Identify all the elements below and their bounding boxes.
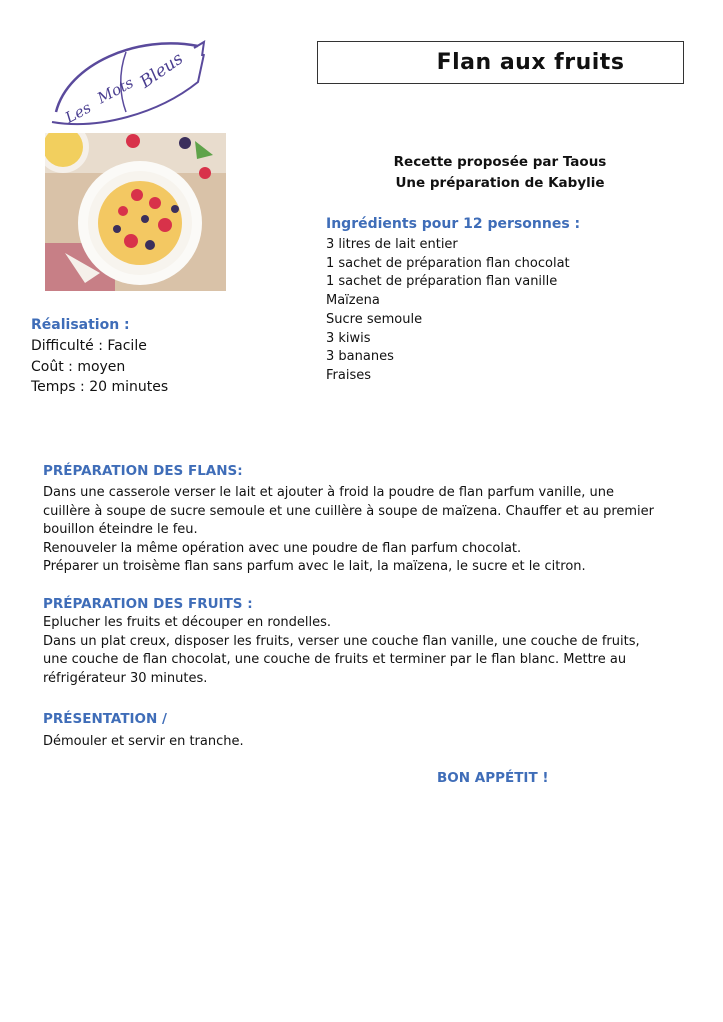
les-mots-bleus-logo xyxy=(48,34,208,132)
proposed-by: Recette proposée par Taous xyxy=(393,154,607,170)
realisation-list xyxy=(31,336,168,398)
paragraph: Préparer un troisème flan sans parfum avec le lait, la maïzena, le sucre et le citron. xyxy=(43,559,586,575)
presentation-text xyxy=(43,733,663,752)
prep-fruits-heading: PRÉPARATION DES FRUITS : xyxy=(43,596,253,612)
prep-fruits-text xyxy=(43,614,663,688)
prep-flans-text xyxy=(43,484,663,577)
ingredient-item: 3 bananes xyxy=(326,349,394,365)
time: Temps : 20 minutes xyxy=(31,379,169,395)
cost: Coût : moyen xyxy=(31,358,126,375)
realisation-heading: Réalisation : xyxy=(31,317,130,333)
svg-text:Mots: Mots xyxy=(94,73,137,108)
recipe-origin: Une préparation de Kabylie xyxy=(395,175,605,191)
ingredients-list xyxy=(326,236,570,386)
difficulty: Difficulté : Facile xyxy=(31,338,147,354)
paragraph: Renouveler la même opération avec une poudre de flan parfum chocolat. xyxy=(43,540,522,556)
svg-text:Bleus: Bleus xyxy=(136,48,187,93)
paragraph: Dans une casserole verser le lait et ajouter à froid la poudre de flan parfum vanille, une cuillère à soupe de sucre semoule et une cuillère à soupe de maïzena. Chauffer et au premier bouillon éteindre le feu. xyxy=(43,485,655,538)
bon-appetit: BON APPÉTIT ! xyxy=(437,770,549,786)
ingredient-item: Fraises xyxy=(326,367,371,383)
recipe-title: Flan aux fruits xyxy=(436,50,625,75)
ingredients-heading: Ingrédients pour 12 personnes : xyxy=(326,216,581,232)
ingredient-item: 1 sachet de préparation flan vanille xyxy=(326,274,558,290)
recipe-title-box xyxy=(317,41,684,84)
svg-text:Les: Les xyxy=(62,98,95,127)
ingredient-item: 1 sachet de préparation flan chocolat xyxy=(326,255,570,271)
paragraph: Démouler et servir en tranche. xyxy=(43,734,244,749)
prep-flans-heading: PRÉPARATION DES FLANS: xyxy=(43,463,243,479)
ingredient-item: 3 litres de lait entier xyxy=(326,237,458,252)
paragraph: Eplucher les fruits et découper en rondelles. xyxy=(43,615,332,630)
ingredient-item: Maïzena xyxy=(326,293,380,309)
ingredient-item: 3 kiwis xyxy=(326,330,371,346)
presentation-heading: PRÉSENTATION / xyxy=(43,711,167,727)
paragraph: Dans un plat creux, disposer les fruits, verser une couche flan vanille, une couche de fruits, une couche de flan chocolat, une couche de fruits et terminer par le flan blanc. Mettre au réfrigérateur 30 minutes. xyxy=(43,633,640,686)
ingredient-item: Sucre semoule xyxy=(326,311,423,327)
recipe-credits xyxy=(330,152,670,194)
flan-photo xyxy=(45,133,226,291)
